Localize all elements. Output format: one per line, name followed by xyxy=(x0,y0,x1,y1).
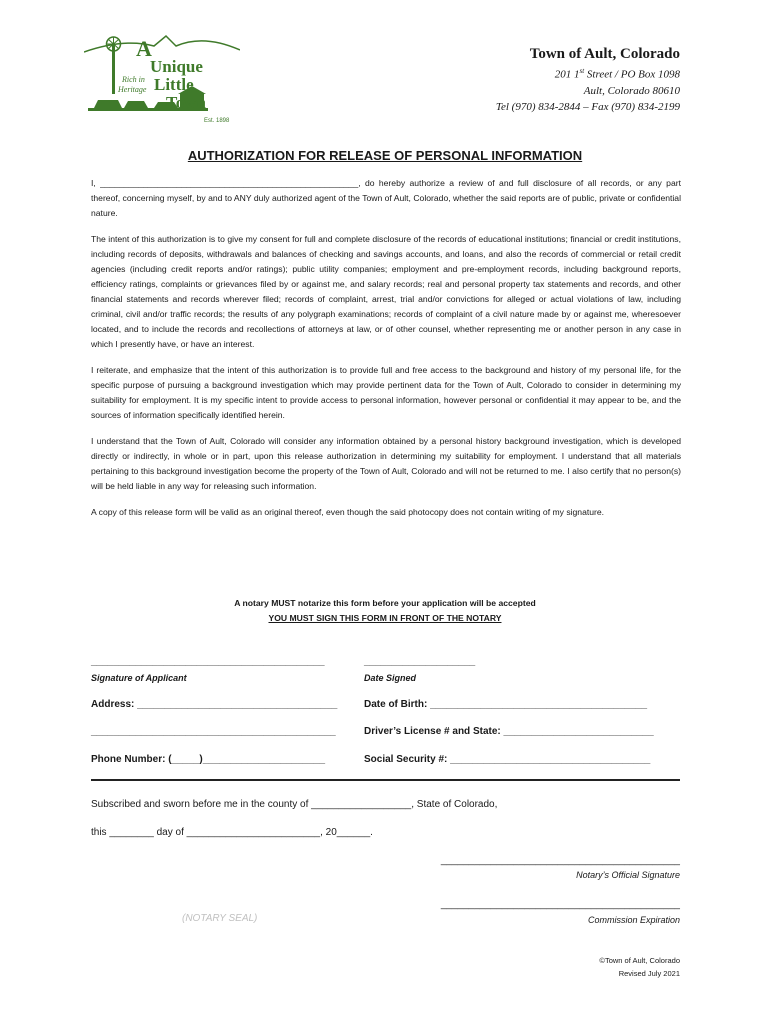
phone-fax: Tel (970) 834-2844 – Fax (970) 834-2199 xyxy=(495,100,680,113)
footer xyxy=(599,954,680,980)
applicant-signature-line[interactable]: __________________________________________ xyxy=(91,656,325,667)
phone-number-field[interactable]: Phone Number: (_____)______________________ xyxy=(91,754,326,765)
city-address: Ault, Colorado 80610 xyxy=(583,84,680,97)
drivers-license-field[interactable]: Driver’s License # and State: ___________________________ xyxy=(364,726,654,737)
authorization-text xyxy=(91,176,681,531)
paragraph-1: I, ______________________________________________________, do hereby authorize a review of and full disclosure of all records, or any part thereof, concerning myself, by and to ANY duly authorized agent of the Town of Ault, Colorado, whether the said reports are of public, private or confidential nature. xyxy=(91,178,681,218)
address-line-2-field[interactable]: ____________________________________________ xyxy=(91,726,336,737)
org-name: Town of Ault, Colorado xyxy=(529,46,680,62)
street-address: 201 1st Street / PO Box 1098 xyxy=(554,67,680,81)
sign-notice: YOU MUST SIGN THIS FORM IN FRONT OF THE NOTARY xyxy=(268,613,502,623)
town-logo xyxy=(84,32,240,128)
commission-expiration-caption: Commission Expiration xyxy=(587,915,680,925)
paragraph-2: The intent of this authorization is to give my consent for full and complete disclosure of the records of educational institutions; financial or credit institutions, including records of deposits, withdrawals and balances of checking and savings accounts, and loans, and also the records of commercial or retail credit agencies (including credit reports and/or ratings); public utility companies; employment and pre-employment records, including background reports, efficiency ratings, complaints or grievances filed by or against me, and salary records; real and personal property tax statements and records, and other financial statements and records wherever filed; records of complaint, arrest, trial and/or convictions for alleged or actual violations of law, including criminal, civil and/or traffic records; the results of any polygraph examinations; records of complaint of a civil nature made by or against me, wheresoever located, and to include the records and recollections of attorneys at law, or of other counsel, whether representing me or another person in any case in which I presently have, or have an interest. xyxy=(91,234,681,349)
day-line[interactable]: this ________ day of ________________________, 20______. xyxy=(91,827,373,838)
commission-expiration-line[interactable]: ___________________________________________ xyxy=(440,899,680,910)
notary-notice: A notary MUST notarize this form before your application will be accepted xyxy=(234,598,536,608)
logo-text-a: A xyxy=(136,36,152,61)
logo-text-little: Little xyxy=(154,75,194,94)
date-signed-line[interactable]: ____________________ xyxy=(364,656,476,667)
applicant-signature-caption: Signature of Applicant xyxy=(91,673,187,683)
logo-text-town: Town xyxy=(166,93,207,112)
address-field[interactable]: Address: ____________________________________ xyxy=(91,699,338,710)
social-security-field[interactable]: Social Security #: ____________________________________ xyxy=(364,754,651,765)
logo-text-unique: Unique xyxy=(150,57,203,76)
date-of-birth-field[interactable]: Date of Birth: _______________________________________ xyxy=(364,699,648,710)
revision-date: Revised July 2021 xyxy=(618,969,680,978)
copyright: ©Town of Ault, Colorado xyxy=(599,956,680,965)
paragraph-5: A copy of this release form will be valid as an original thereof, even though the said photocopy does not contain writing of my signature. xyxy=(91,507,605,517)
logo-tagline-2: Heritage xyxy=(118,85,147,94)
logo-tagline-1: Rich in xyxy=(122,75,145,84)
letterhead xyxy=(496,46,680,115)
paragraph-3: I reiterate, and emphasize that the intent of this authorization is to provide full and free access to the background and history of my personal life, for the specific purpose of pursuing a background investigation which may provide pertinent data for the Town of Ault, Colorado to consider in determining my suitability for employment. It is my specific intent to provide access to personal information, however personal or confidential it may appear to be, and the sources of information specifically identified herein. xyxy=(91,365,681,420)
county-line[interactable]: Subscribed and sworn before me in the county of __________________, State of Colorado, xyxy=(91,799,498,810)
date-signed-caption: Date Signed xyxy=(364,673,417,683)
section-divider xyxy=(91,779,680,781)
paragraph-4: I understand that the Town of Ault, Colorado will consider any information obtained by a personal history background investigation, which is developed directly or indirectly, in whole or in part, upon this release authorization in determining my suitability for employment. I understand that all materials pertaining to this background investigation become the property of the Town of Ault, Colorado and will not be returned to me. I also certify that no person(s) will be held liable in any way for releasing such information. xyxy=(91,436,681,491)
notary-seal-placeholder: (NOTARY SEAL) xyxy=(182,913,258,924)
document-title: AUTHORIZATION FOR RELEASE OF PERSONAL INFORMATION xyxy=(187,148,583,163)
notary-signature-caption: Notary’s Official Signature xyxy=(576,870,680,880)
logo-est: Est. 1898 xyxy=(204,118,230,124)
notary-signature-line[interactable]: ___________________________________________ xyxy=(440,855,680,866)
